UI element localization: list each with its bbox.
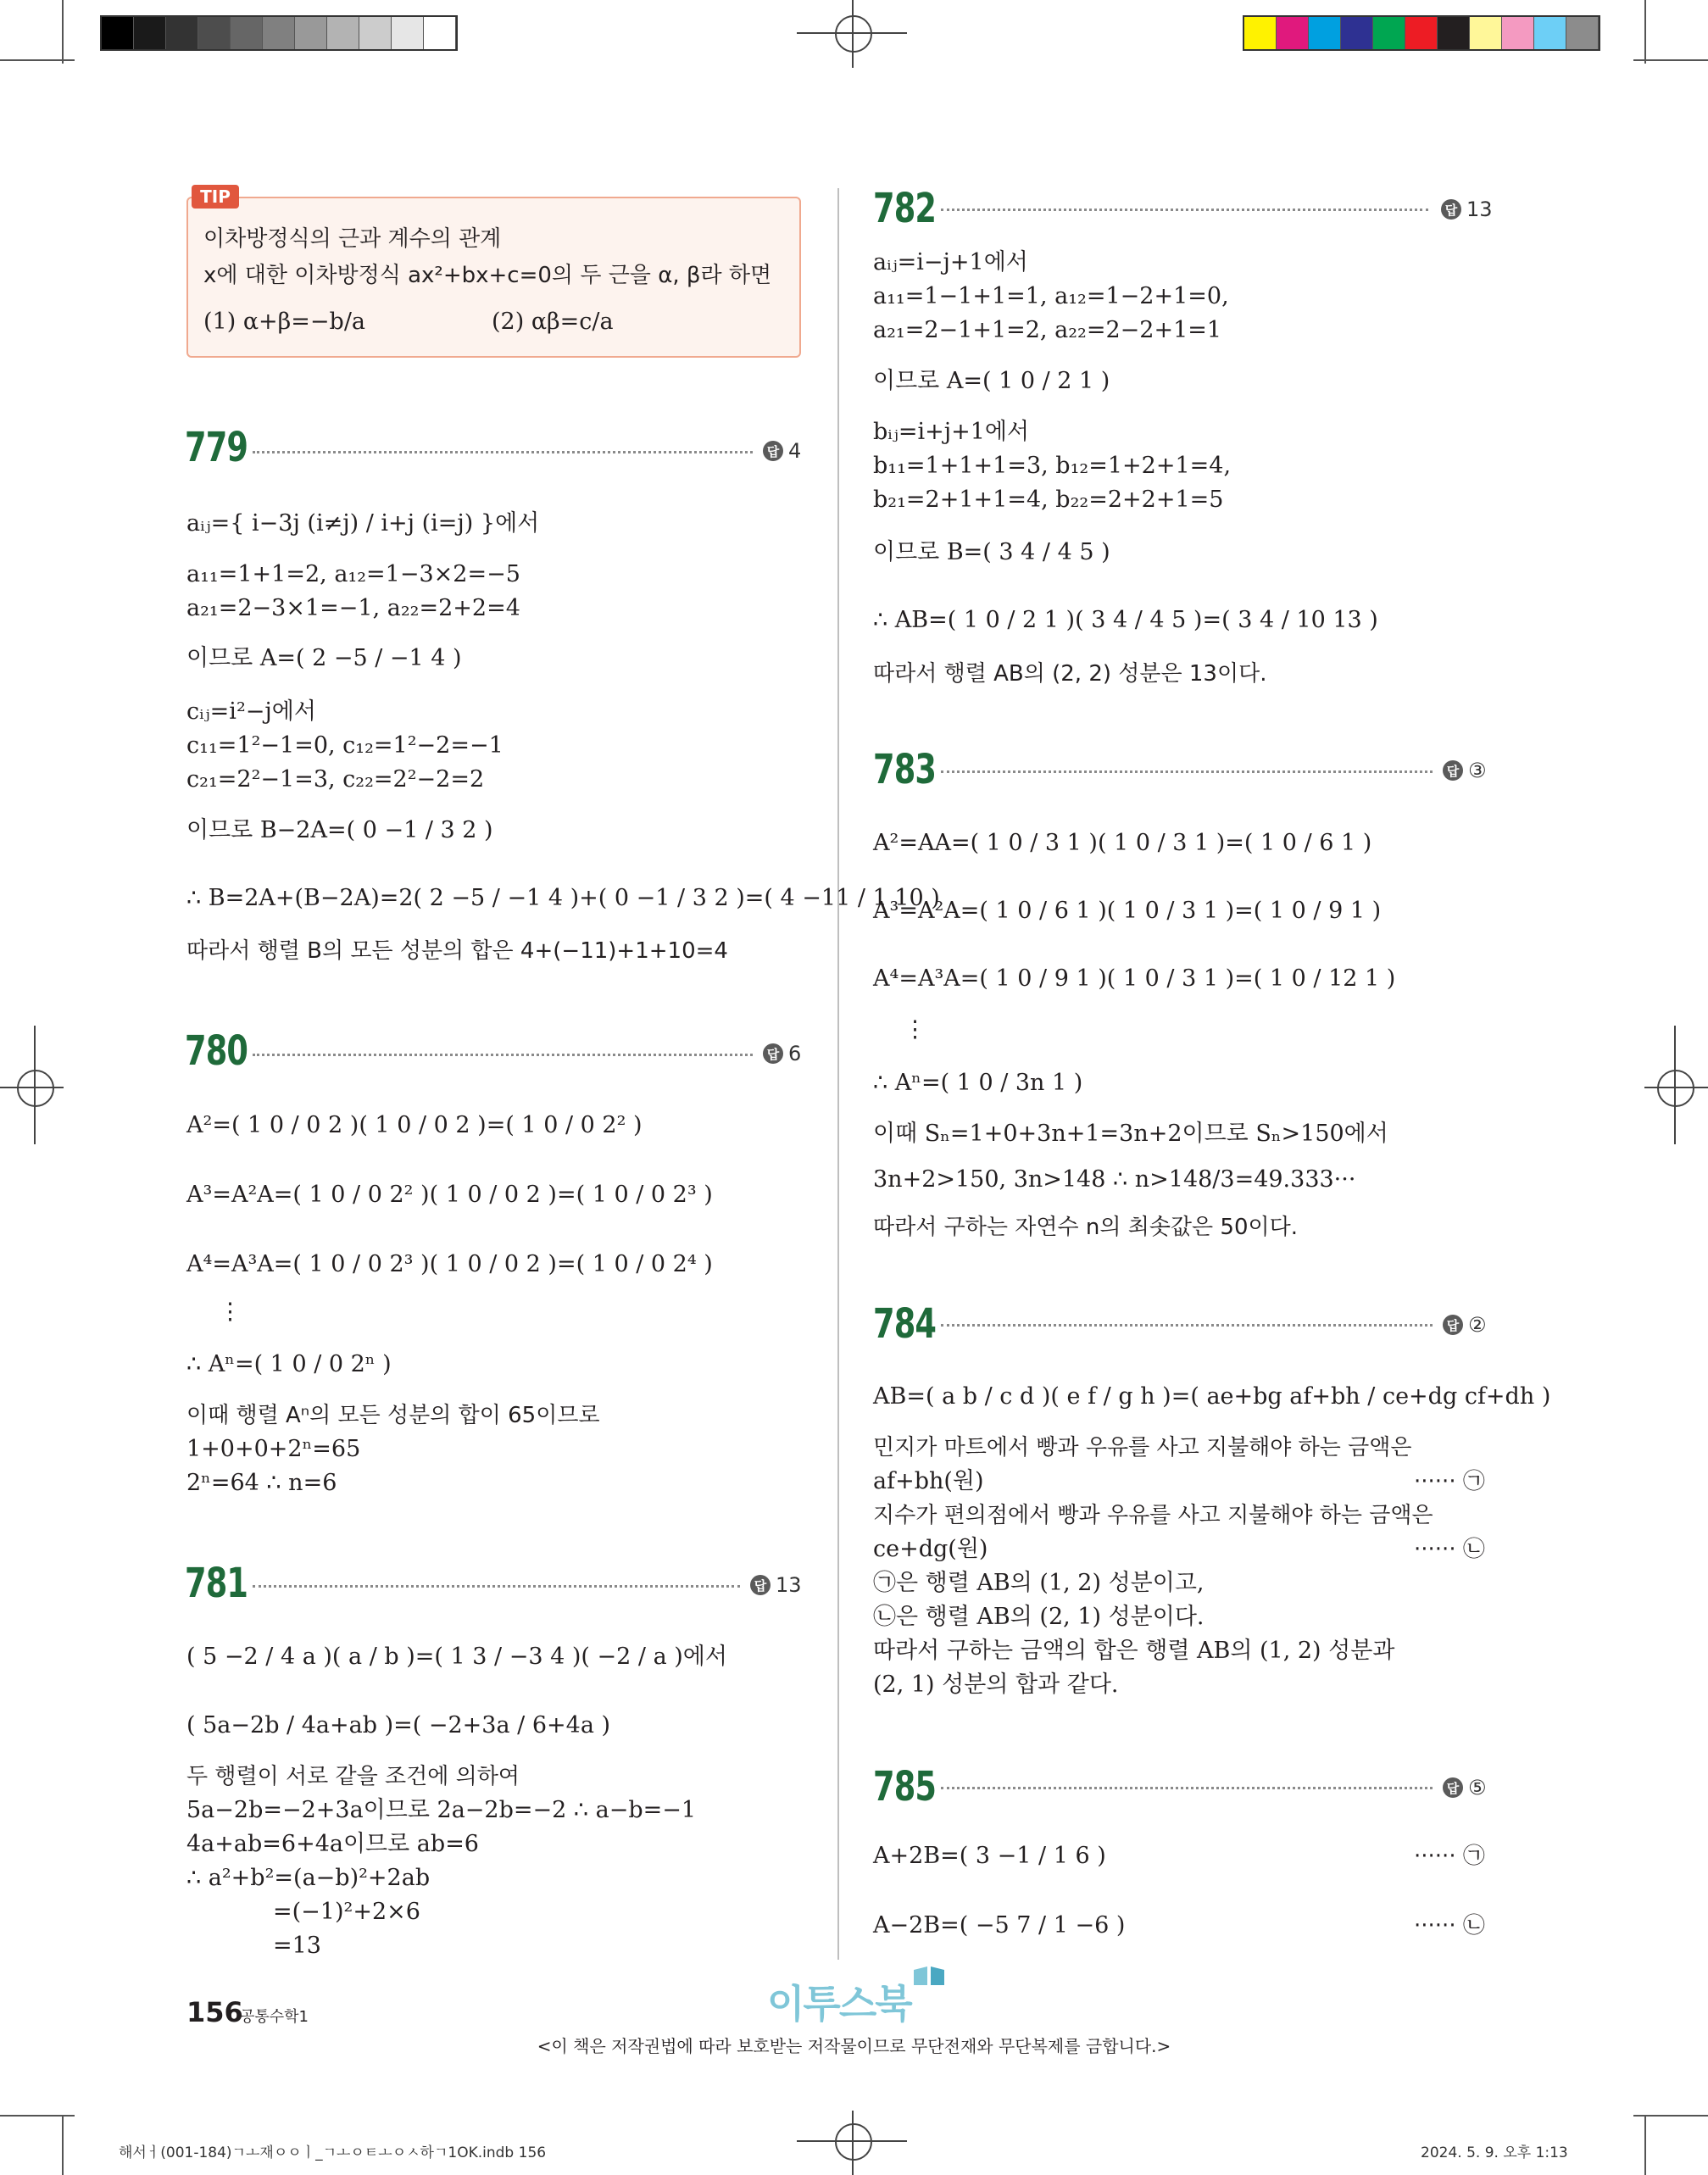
- solution-line: a₁₁=1−1+1=1, a₁₂=1−2+1=0,: [873, 283, 1229, 309]
- crop-mark: [62, 0, 64, 64]
- solution-line: A⁴=A³A=( 1 0 / 0 2³ )( 1 0 / 0 2 )=( 1 0 / 0 2⁴ ): [186, 1251, 713, 1277]
- solution-line: 따라서 구하는 자연수 n의 최솟값은 50이다.: [873, 1215, 1299, 1240]
- color-swatch: [1470, 17, 1502, 49]
- solution-line: 이므로 A=( 1 0 / 2 1 ): [873, 368, 1110, 394]
- answer-icon: 답: [1441, 199, 1461, 220]
- problem-number: 780: [185, 1027, 248, 1075]
- gray-calibration-bar: [100, 15, 458, 51]
- solution-line: aᵢⱼ={ i−3j (i≠j) / i+j (i=j) }에서: [186, 510, 540, 537]
- solution-line: ㉡은 행렬 AB의 (2, 1) 성분이다.: [873, 1604, 1205, 1630]
- solution-line: a₂₁=2−3×1=−1, a₂₂=2+2=4: [186, 595, 520, 621]
- solution-line: (2, 1) 성분의 합과 같다.: [873, 1672, 1119, 1698]
- solution-line: 5a−2b=−2+3a이므로 2a−2b=−2 ∴ a−b=−1: [186, 1797, 697, 1823]
- solution-line: ( 5 −2 / 4 a )( a / b )=( 1 3 / −3 4 )( −2 / a )에서: [186, 1644, 727, 1670]
- leader-dots: [941, 770, 1433, 773]
- solution-line: 이므로 B=( 3 4 / 4 5 ): [873, 539, 1110, 565]
- color-swatch: [1502, 17, 1534, 49]
- color-swatch: [134, 17, 166, 49]
- registration-mark-bottom: [835, 2123, 872, 2161]
- solution-line: A²=( 1 0 / 0 2 )( 1 0 / 0 2 )=( 1 0 / 0 2² ): [186, 1112, 643, 1138]
- tip-item-2: (2) αβ=c/a: [492, 309, 614, 335]
- solution-line: 지수가 편의점에서 빵과 우유를 사고 지불해야 하는 금액은: [873, 1503, 1433, 1528]
- column-divider: [837, 188, 839, 1960]
- solution-line: 이므로 A=( 2 −5 / −1 4 ): [186, 645, 462, 671]
- problem-number: 784: [873, 1300, 937, 1348]
- answer-icon: 답: [1443, 760, 1463, 781]
- problem-number: 781: [185, 1560, 248, 1607]
- color-swatch: [1373, 17, 1405, 49]
- answer: 답 13: [750, 1573, 802, 1597]
- leader-dots: [941, 1324, 1433, 1327]
- equation-mark: ······ ㉡: [1414, 1913, 1485, 1939]
- leader-dots: [941, 1787, 1433, 1789]
- solution-line: 따라서 행렬 AB의 (2, 2) 성분은 13이다.: [873, 661, 1267, 687]
- color-swatch: [231, 17, 263, 49]
- solution-line: 따라서 행렬 B의 모든 성분의 합은 4+(−11)+1+10=4: [186, 938, 728, 964]
- solution-line: A²=AA=( 1 0 / 3 1 )( 1 0 / 3 1 )=( 1 0 / 6 1 ): [873, 830, 1372, 856]
- solution-line: ∴ B=2A+(B−2A)=2( 2 −5 / −1 4 )+( 0 −1 / 3 2 )=( 4 −11 / 1 10 ): [186, 885, 940, 911]
- print-timestamp: 2024. 5. 9. 오후 1:13: [1421, 2144, 1568, 2161]
- color-swatch: [1438, 17, 1470, 49]
- solution-line: 두 행렬이 서로 같을 조건에 의하여: [186, 1764, 520, 1789]
- answer: 답 4: [763, 439, 801, 463]
- color-swatch: [1405, 17, 1438, 49]
- color-swatch: [1566, 17, 1599, 49]
- solution-line: ∴ AB=( 1 0 / 2 1 )( 3 4 / 4 5 )=( 3 4 / 10 13 ): [873, 607, 1378, 633]
- color-swatch: [1277, 17, 1309, 49]
- problem-number: 785: [873, 1763, 937, 1811]
- solution-line: 1+0+0+2ⁿ=65: [186, 1436, 361, 1462]
- answer: 답 ⑤: [1443, 1776, 1487, 1800]
- problem-number: 783: [873, 746, 937, 793]
- solution-line: 이때 행렬 Aⁿ의 모든 성분의 합이 65이므로: [186, 1403, 600, 1428]
- solution-line: AB=( a b / c d )( e f / g h )=( ae+bg af+bh / ce+dg cf+dh ): [873, 1383, 1551, 1410]
- color-swatch: [1309, 17, 1341, 49]
- page-number: 156: [186, 1996, 243, 2028]
- solution-line: A⁴=A³A=( 1 0 / 9 1 )( 1 0 / 3 1 )=( 1 0 / 12 1 ): [873, 965, 1396, 992]
- solution-line: =(−1)²+2×6: [273, 1899, 420, 1925]
- color-swatch: [359, 17, 392, 49]
- color-swatch: [102, 17, 134, 49]
- tip-line: x에 대한 이차방정식 ax²+bx+c=0의 두 근을 α, β라 하면: [203, 263, 772, 288]
- equation-mark: ······ ㉠: [1414, 1469, 1485, 1494]
- color-swatch: [1534, 17, 1566, 49]
- color-swatch: [424, 17, 456, 49]
- leader-dots: [253, 451, 753, 453]
- color-swatch: [198, 17, 231, 49]
- solution-line: b₁₁=1+1+1=3, b₁₂=1+2+1=4,: [873, 453, 1232, 479]
- problem-number: 779: [185, 424, 248, 471]
- solution-line: ∴ a²+b²=(a−b)²+2ab: [186, 1865, 431, 1891]
- solution-line: ⋮: [904, 1016, 926, 1043]
- answer-icon: 답: [750, 1575, 771, 1595]
- answer: 답 6: [763, 1042, 801, 1065]
- color-calibration-bar: [1243, 15, 1600, 51]
- answer: 답 13: [1441, 197, 1493, 221]
- color-swatch: [1244, 17, 1277, 49]
- solution-line: ce+dg(원): [873, 1536, 988, 1562]
- color-swatch: [1341, 17, 1373, 49]
- solution-line: 이때 Sₙ=1+0+3n+1=3n+2이므로 Sₙ>150에서: [873, 1121, 1388, 1147]
- tip-item-1: (1) α+β=−b/a: [203, 309, 366, 335]
- crop-mark: [1644, 0, 1646, 64]
- answer: 답 ③: [1443, 759, 1487, 782]
- leader-dots: [253, 1054, 753, 1056]
- solution-line: ㉠은 행렬 AB의 (1, 2) 성분이고,: [873, 1570, 1205, 1596]
- solution-line: 2ⁿ=64 ∴ n=6: [186, 1470, 337, 1496]
- solution-line: ∴ Aⁿ=( 1 0 / 3n 1 ): [873, 1070, 1083, 1096]
- copyright-notice: <이 책은 저작권법에 따라 보호받는 저작물이므로 무단전재와 무단복제를 금합니다.>: [537, 2036, 1171, 2056]
- answer-icon: 답: [763, 1043, 783, 1064]
- publisher-logo: 이투스북: [767, 1981, 911, 2027]
- solution-line: A³=A²A=( 1 0 / 0 2² )( 1 0 / 0 2 )=( 1 0 / 0 2³ ): [186, 1182, 713, 1208]
- solution-line: A−2B=( −5 7 / 1 −6 ): [873, 1912, 1126, 1939]
- solution-line: 3n+2>150, 3n>148 ∴ n>148/3=49.333···: [873, 1166, 1356, 1193]
- solution-line: ⋮: [219, 1299, 242, 1325]
- leader-dots: [253, 1585, 740, 1588]
- print-slug: 해서ㅓ(001-184)ㄱㅗ재ㅇㅇㅣ_ㄱㅗㅇㅌㅗㅇㅅ하ㄱ1OK.indb 156: [119, 2144, 547, 2161]
- tip-label: TIP: [192, 185, 239, 209]
- solution-line: =13: [273, 1933, 321, 1959]
- solution-line: 민지가 마트에서 빵과 우유를 사고 지불해야 하는 금액은: [873, 1435, 1412, 1460]
- solution-line: cᵢⱼ=i²−j에서: [186, 698, 316, 725]
- tip-title: 이차방정식의 근과 계수의 관계: [203, 226, 502, 252]
- solution-line: A+2B=( 3 −1 / 1 6 ): [873, 1843, 1106, 1869]
- solution-line: c₂₁=2²−1=3, c₂₂=2²−2=2: [186, 766, 485, 793]
- leader-dots: [941, 209, 1428, 211]
- solution-line: c₁₁=1²−1=0, c₁₂=1²−2=−1: [186, 732, 503, 759]
- color-swatch: [263, 17, 295, 49]
- color-swatch: [392, 17, 424, 49]
- registration-mark-left: [17, 1070, 54, 1107]
- solution-line: 따라서 구하는 금액의 합은 행렬 AB의 (1, 2) 성분과: [873, 1638, 1395, 1664]
- solution-line: a₂₁=2−1+1=2, a₂₂=2−2+1=1: [873, 317, 1222, 343]
- crop-mark: [62, 2115, 64, 2175]
- solution-line: af+bh(원): [873, 1468, 984, 1494]
- solution-line: bᵢⱼ=i+j+1에서: [873, 419, 1030, 445]
- solution-line: ( 5a−2b / 4a+ab )=( −2+3a / 6+4a ): [186, 1712, 611, 1738]
- solution-line: A³=A²A=( 1 0 / 6 1 )( 1 0 / 3 1 )=( 1 0 / 9 1 ): [873, 898, 1382, 924]
- solution-line: 이므로 B−2A=( 0 −1 / 3 2 ): [186, 817, 493, 843]
- registration-mark-top: [835, 15, 872, 53]
- color-swatch: [166, 17, 198, 49]
- logo-flag-icon: [914, 1966, 944, 1985]
- registration-mark-right: [1657, 1070, 1694, 1107]
- solution-line: aᵢⱼ=i−j+1에서: [873, 249, 1028, 275]
- book-subject: 공통수학1: [240, 2008, 309, 2026]
- equation-mark: ······ ㉠: [1414, 1844, 1485, 1869]
- crop-mark: [1644, 2115, 1646, 2175]
- equation-mark: ······ ㉡: [1414, 1537, 1485, 1562]
- solution-line: a₁₁=1+1=2, a₁₂=1−3×2=−5: [186, 561, 520, 587]
- color-swatch: [327, 17, 359, 49]
- answer-icon: 답: [763, 441, 783, 461]
- solution-line: 4a+ab=6+4a이므로 ab=6: [186, 1831, 479, 1857]
- answer: 답 ②: [1443, 1313, 1487, 1337]
- color-swatch: [295, 17, 327, 49]
- answer-icon: 답: [1443, 1315, 1463, 1335]
- solution-line: ∴ Aⁿ=( 1 0 / 0 2ⁿ ): [186, 1351, 392, 1377]
- problem-number: 782: [873, 185, 937, 232]
- answer-icon: 답: [1443, 1777, 1463, 1798]
- solution-line: b₂₁=2+1+1=4, b₂₂=2+2+1=5: [873, 487, 1224, 513]
